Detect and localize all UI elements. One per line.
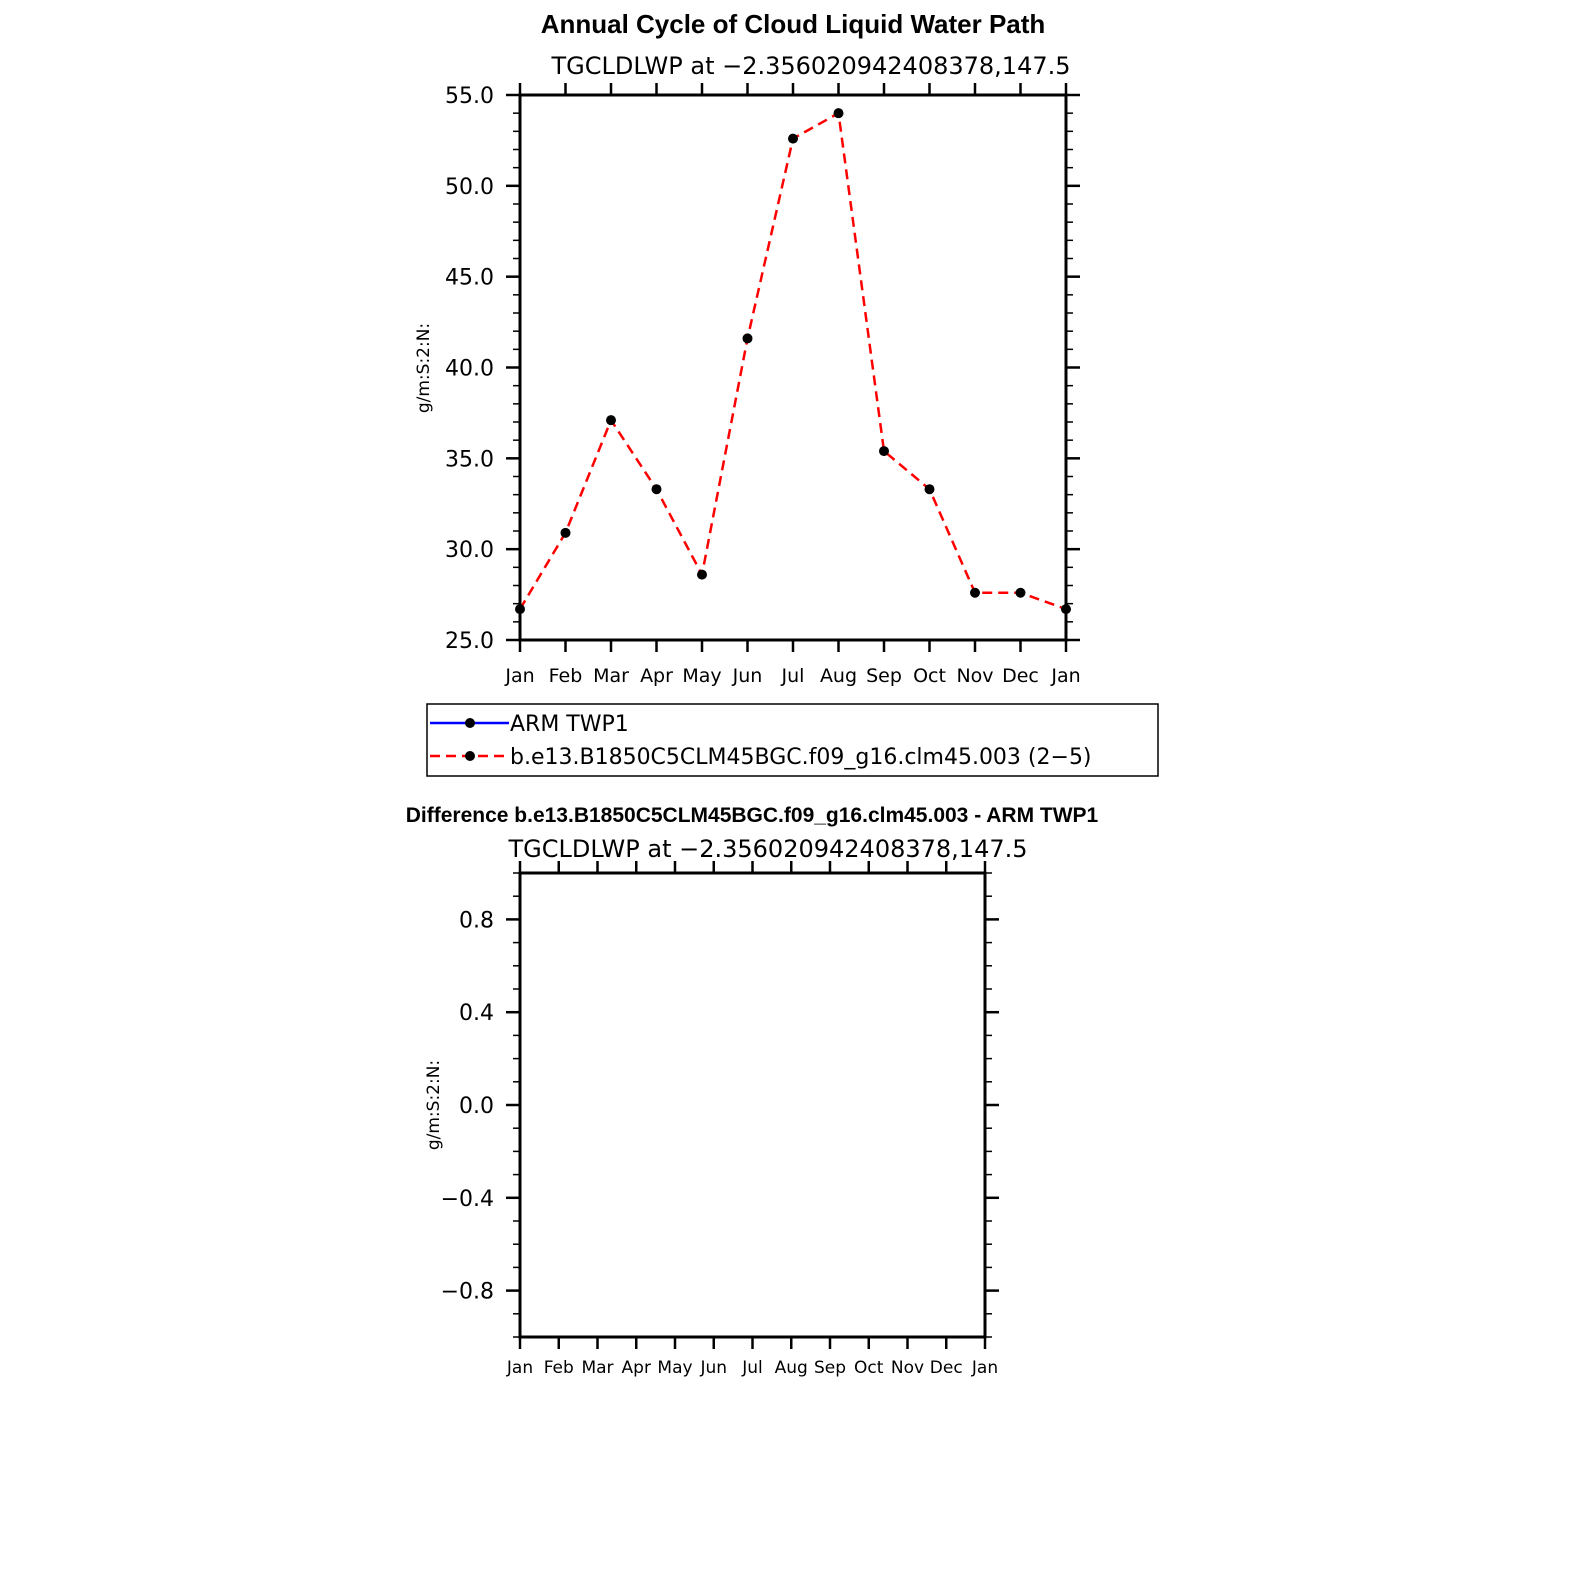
x-tick-label: Feb bbox=[548, 665, 583, 687]
data-point bbox=[697, 570, 707, 580]
legend-label-1: ARM TWP1 bbox=[510, 712, 629, 737]
x-tick-label: Aug bbox=[774, 1358, 808, 1378]
legend-swatch-marker-2 bbox=[465, 751, 475, 761]
x-tick-label: Feb bbox=[543, 1358, 574, 1378]
x-tick-label: Mar bbox=[581, 1358, 614, 1378]
chart2-ylabel: g/m:S:2:N: bbox=[424, 1059, 444, 1151]
x-tick-label: Oct bbox=[854, 1358, 884, 1378]
data-point bbox=[788, 134, 798, 144]
data-point bbox=[652, 484, 662, 494]
y-tick-label: 0.8 bbox=[459, 908, 494, 934]
x-tick-label: Aug bbox=[819, 665, 858, 687]
x-tick-label: Jun bbox=[700, 1358, 728, 1378]
x-tick-label: Apr bbox=[640, 665, 673, 687]
chart1-plot-frame bbox=[520, 95, 1066, 640]
x-tick-label: Jun bbox=[732, 665, 763, 687]
data-point bbox=[834, 108, 844, 118]
y-tick-label: 50.0 bbox=[445, 174, 494, 200]
x-tick-label: Oct bbox=[913, 665, 946, 687]
x-tick-label: Sep bbox=[813, 1358, 847, 1378]
data-point bbox=[1016, 588, 1026, 598]
annual-cycle-chart bbox=[414, 9, 1158, 776]
y-tick-label: 0.0 bbox=[459, 1094, 494, 1119]
data-point bbox=[606, 415, 616, 425]
chart2-title: Difference b.e13.B1850C5CLM45BGC.f09_g16.clm45.003 - ARM TWP1 bbox=[405, 804, 1099, 827]
x-tick-label: Jan bbox=[1051, 665, 1081, 687]
difference-chart bbox=[406, 804, 1099, 1378]
x-tick-label: Jul bbox=[781, 665, 805, 687]
x-tick-label: Nov bbox=[956, 665, 994, 687]
x-tick-label: Apr bbox=[621, 1358, 651, 1378]
data-point bbox=[561, 528, 571, 538]
x-tick-label: Dec bbox=[1002, 665, 1039, 687]
x-tick-label: May bbox=[657, 1358, 693, 1378]
chart1-title: Annual Cycle of Cloud Liquid Water Path bbox=[540, 9, 1046, 39]
y-tick-label: −0.4 bbox=[440, 1186, 494, 1212]
y-tick-label: −0.8 bbox=[440, 1279, 494, 1305]
data-point bbox=[743, 333, 753, 343]
x-tick-label: Sep bbox=[866, 665, 902, 687]
chart2-subtitle: TGCLDLWP at −2.356020942408378,147.5 bbox=[508, 835, 1028, 863]
y-tick-label: 30.0 bbox=[445, 538, 494, 564]
data-point bbox=[879, 446, 889, 456]
data-point bbox=[925, 484, 935, 494]
data-point bbox=[970, 588, 980, 598]
x-tick-label: Jan bbox=[506, 1358, 534, 1378]
x-tick-label: Jan bbox=[505, 665, 535, 687]
legend-swatch-marker-1 bbox=[465, 718, 475, 728]
chart2-plot-frame bbox=[520, 873, 985, 1337]
x-tick-label: Jul bbox=[742, 1358, 763, 1378]
y-tick-label: 55.0 bbox=[445, 84, 494, 109]
chart1-legend bbox=[427, 704, 1158, 776]
chart1-subtitle: TGCLDLWP at −2.356020942408378,147.5 bbox=[551, 52, 1071, 80]
x-tick-label: Jan bbox=[971, 1358, 999, 1378]
series-line-1 bbox=[520, 113, 1066, 609]
x-tick-label: May bbox=[682, 665, 722, 687]
y-tick-label: 0.4 bbox=[459, 1001, 494, 1027]
y-tick-label: 45.0 bbox=[445, 265, 494, 291]
legend-label-2: b.e13.B1850C5CLM45BGC.f09_g16.clm45.003 (2−5) bbox=[510, 745, 1092, 770]
y-tick-label: 35.0 bbox=[445, 447, 494, 473]
x-tick-label: Dec bbox=[929, 1358, 963, 1378]
x-tick-label: Mar bbox=[593, 665, 629, 687]
y-tick-label: 40.0 bbox=[445, 356, 494, 382]
chart1-ylabel: g/m:S:2:N: bbox=[414, 322, 434, 414]
x-tick-label: Nov bbox=[890, 1358, 925, 1378]
y-tick-label: 25.0 bbox=[445, 629, 494, 654]
